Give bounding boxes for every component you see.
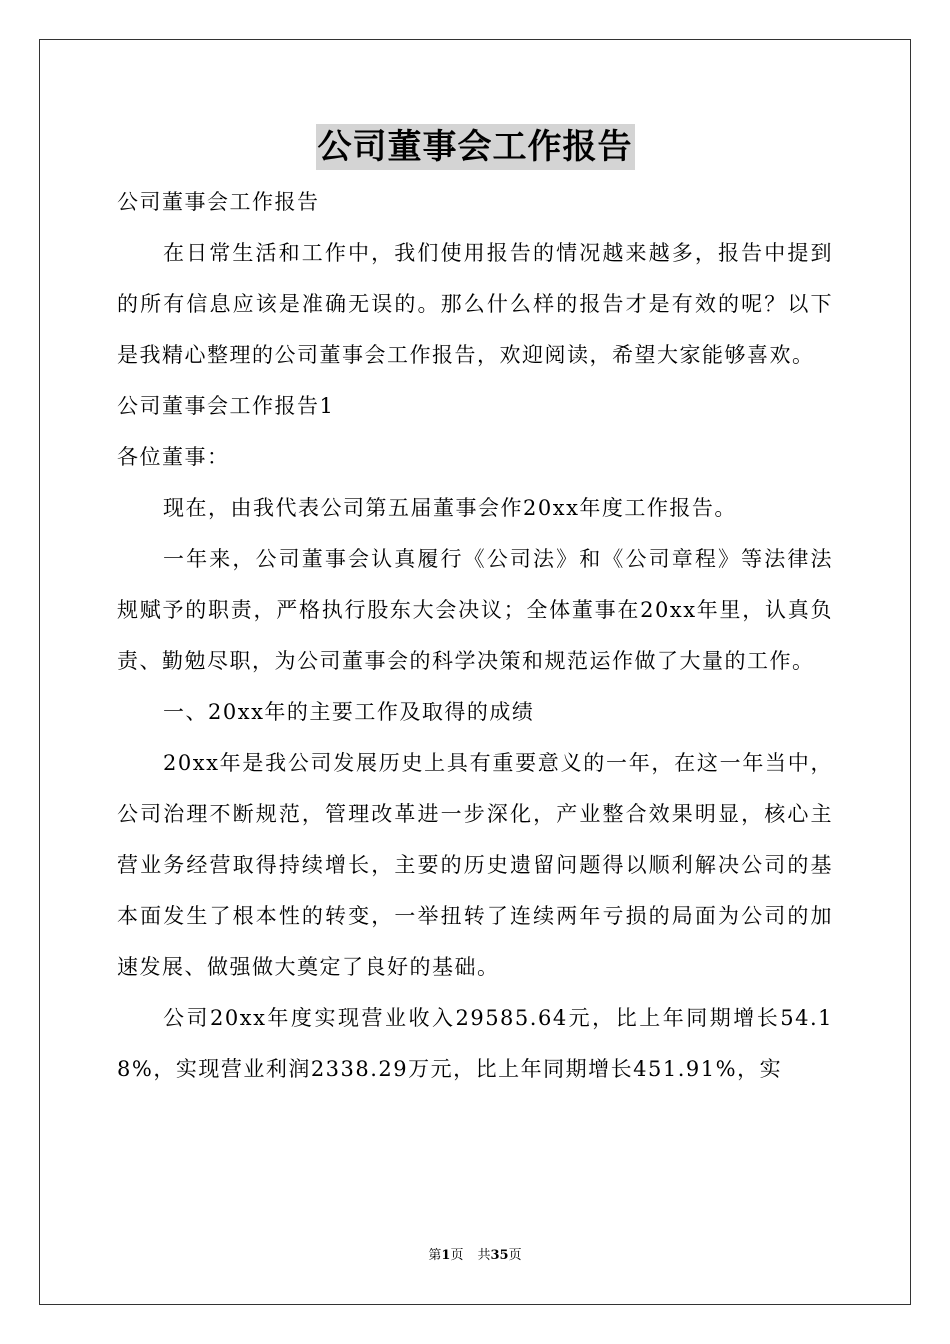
paragraph: 在日常生活和工作中，我们使用报告的情况越来越多，报告中提到的所有信息应该是准确无误的。那么什么样的报告才是有效的呢？以下是我精心整理的公司董事会工作报告，欢迎阅读，希望大家能够喜欢。 [117,241,833,367]
page-prefix: 第 [428,1248,442,1263]
total-prefix: 共 [477,1248,491,1263]
paragraph: 各位董事： [117,445,230,469]
paragraph: 现在，由我代表公司第五届董事会作20xx年度工作报告。 [163,496,737,520]
document-title: 公司董事会工作报告 [316,124,635,170]
document-body [117,177,833,1095]
paragraph: 公司20xx年度实现营业收入29585.64元，比上年同期增长54.18%，实现营业利润2338.29万元，比上年同期增长451.91%，实 [117,1006,833,1081]
page-footer [0,1247,950,1265]
total-suffix: 页 [508,1248,522,1263]
paragraph: 一、20xx年的主要工作及取得的成绩 [163,700,535,724]
paragraph: 公司董事会工作报告 [117,190,320,214]
total-pages: 35 [490,1248,509,1263]
paragraph: 20xx年是我公司发展历史上具有重要意义的一年，在这一年当中，公司治理不断规范，管理改革进一步深化，产业整合效果明显，核心主营业务经营取得持续增长，主要的历史遗留问题得以顺利解决公司的基本面发生了根本性的转变，一举扭转了连续两年亏损的局面为公司的加速发展、做强做大奠定了良好的基础。 [117,751,833,979]
page-current: 1 [441,1248,451,1263]
page-suffix: 页 [450,1248,464,1263]
paragraph: 公司董事会工作报告1 [117,394,335,418]
paragraph: 一年来，公司董事会认真履行《公司法》和《公司章程》等法律法规赋予的职责，严格执行股东大会决议；全体董事在20xx年里，认真负责、勤勉尽职，为公司董事会的科学决策和规范运作做了大量的工作。 [117,547,833,673]
title-container [0,124,950,170]
